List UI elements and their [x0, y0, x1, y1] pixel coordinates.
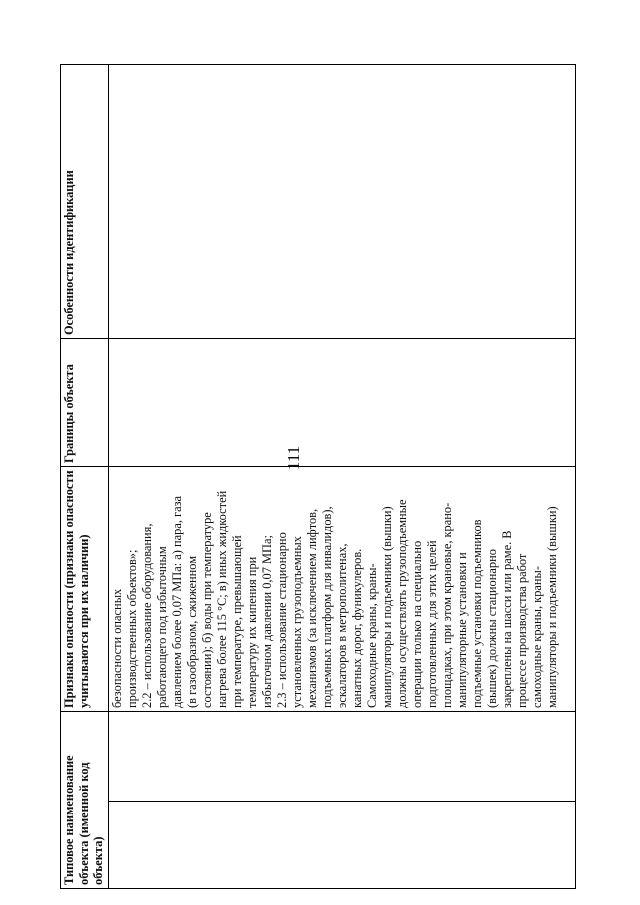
hazard-text-line: установленных грузоподъемных [290, 536, 304, 708]
cell-object-boundaries [109, 338, 576, 466]
hazard-text-line: при температуре, превышающей [230, 535, 244, 708]
hazard-text-line: нагрева более 115 °С; в) иных жидкостей [215, 490, 229, 708]
table-row [109, 65, 576, 889]
header-object-name: Типовое наименование объекта (именной код объекта) [61, 711, 109, 888]
hazard-text-line: (вышек) должны стационарно [485, 549, 499, 708]
hazard-text-line: самоходные краны, краны- [530, 566, 544, 708]
rotated-page-content [60, 64, 576, 889]
hazard-identification-table [60, 64, 576, 889]
hazard-text-line: канатных дорог, фуникулеров. [350, 548, 364, 708]
hazard-text-line: производственных объектов»; [125, 549, 139, 708]
hazard-text-line: эскалаторов в метрополитенах, [335, 543, 349, 708]
hazard-text-line: манипуляторы и подъемники (вышки) [545, 506, 559, 708]
hazard-text-line: избыточном давлении 0,07 МПа; [260, 535, 274, 708]
hazard-text-line: манипуляторы и подъемники (вышки) [380, 506, 394, 708]
hazard-text-line: (в газообразном, сжиженном [185, 555, 199, 708]
hazard-text-line: 2.3 – использование стационарно [275, 532, 289, 708]
hazard-text-line: состоянии); б) воды при температуре [200, 512, 214, 708]
cell-identification-features [109, 65, 576, 339]
hazard-text-line: Самоходные краны, краны- [365, 563, 379, 708]
hazard-text-line: манипуляторные установки и [455, 552, 469, 708]
page-number: 111 [284, 445, 304, 471]
hazard-text-line: работающего под избыточным [155, 546, 169, 708]
header-hazard-signs: Признаки опасности (признаки опасности учитываются при их наличии) [61, 466, 109, 711]
hazard-text-line: температуру их кипения при [245, 556, 259, 708]
cell-object-name [109, 711, 576, 801]
hazard-text-line: подъемные установки подъемников [470, 519, 484, 708]
hazard-text-line: закреплены на шасси или раме. В [500, 530, 514, 708]
header-identification-features: Особенности идентификации [61, 65, 109, 339]
hazard-text-line: площадках, при этом крановые, крано- [440, 502, 454, 708]
hazard-text-line: должны осуществлять грузоподъемные [395, 499, 409, 708]
hazard-text-line: подготовленных для этих целей [425, 540, 439, 708]
hazard-text-line: механизмов (за исключением лифтов, [305, 508, 319, 708]
hazard-text-line: процессе производства работ [515, 553, 529, 708]
header-object-boundaries: Границы объекта [61, 338, 109, 466]
cell-object-code [109, 802, 576, 889]
cell-hazard-signs [109, 466, 576, 711]
hazard-text-line: операции только на специально [410, 540, 424, 708]
table-header-row [61, 65, 109, 889]
hazard-text-line: подъемных платформ для инвалидов), [320, 506, 334, 708]
hazard-text-line: 2.2 – использование оборудования, [140, 523, 154, 708]
hazard-text-line: безопасности опасных [110, 588, 124, 708]
hazard-text-line: давлением более 0,07 МПа: а) пара, газа [170, 495, 184, 708]
